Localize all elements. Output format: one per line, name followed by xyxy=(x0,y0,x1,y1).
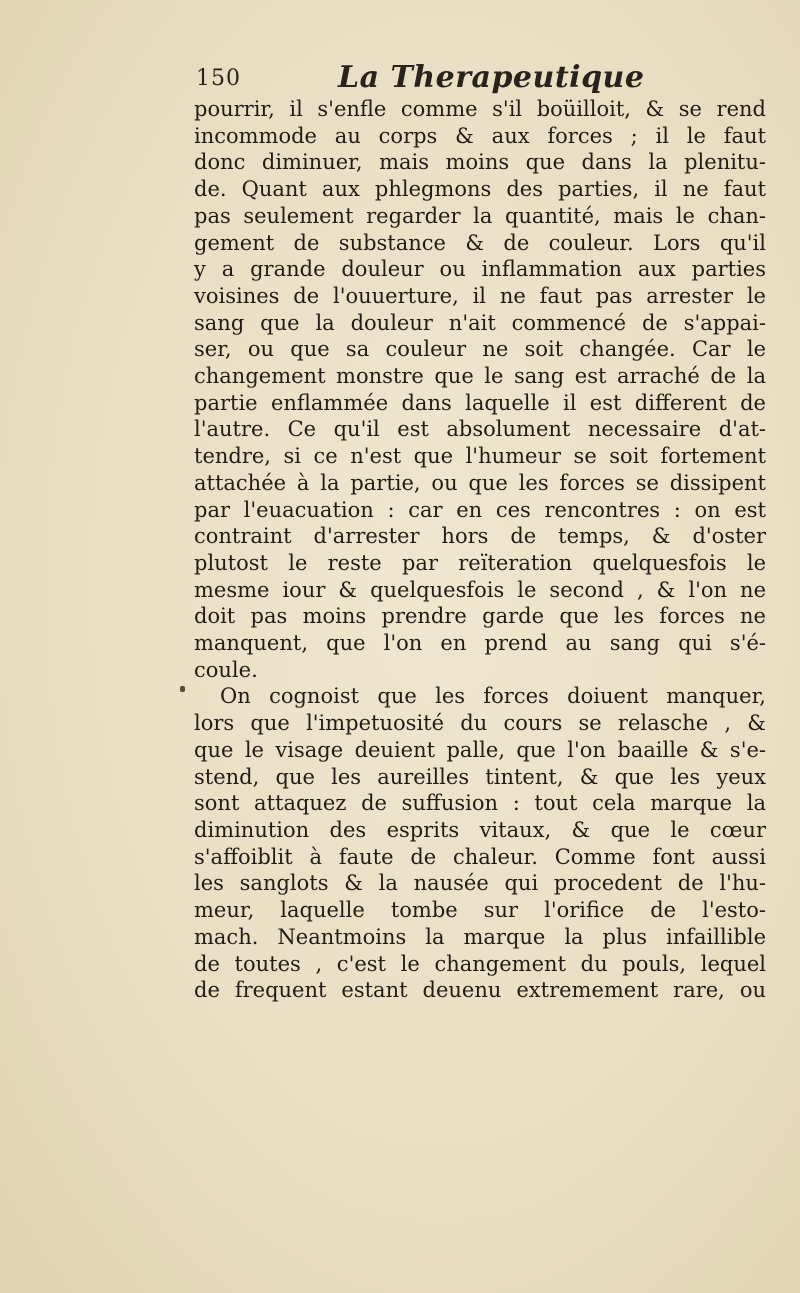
text-line: s'affoiblit à faute de chaleur. Comme font aussi xyxy=(194,844,766,869)
text-line: gement de substance & de couleur. Lors qu'il xyxy=(194,230,766,255)
text-line: sang que la douleur n'ait commencé de s'appai- xyxy=(194,310,766,335)
ink-spot xyxy=(180,686,185,692)
text-line: On cognoist que les forces doiuent manquer, xyxy=(220,684,766,709)
text-line: tendre, si ce n'est que l'humeur se soit fortement xyxy=(194,444,766,469)
text-line: par l'euacuation : car en ces rencontres : on est xyxy=(194,497,766,522)
text-line: diminution des esprits vitaux, & que le cœur xyxy=(194,817,766,842)
text-line: stend, que les aureilles tintent, & que les yeux xyxy=(194,764,766,789)
text-line: attachée à la partie, ou que les forces se dissipent xyxy=(194,470,766,495)
text-line: de. Quant aux phlegmons des parties, il ne faut xyxy=(194,177,766,202)
page-number: 150 xyxy=(196,66,241,91)
text-line: les sanglots & la nausée qui procedent de l'hu- xyxy=(194,871,766,896)
text-line: voisines de l'ouuerture, il ne faut pas arrester le xyxy=(194,283,766,308)
text-line: mesme iour & quelquesfois le second , & l'on ne xyxy=(194,577,766,602)
text-line: manquent, que l'on en prend au sang qui s'é- xyxy=(194,631,766,656)
text-line: donc diminuer, mais moins que dans la plenitu- xyxy=(194,150,766,175)
text-line: de toutes , c'est le changement du pouls, lequel xyxy=(194,951,766,976)
body-text xyxy=(194,96,766,1004)
text-line: lors que l'impetuosité du cours se relasche , & xyxy=(194,711,766,736)
text-line: incommode au corps & aux forces ; il le faut xyxy=(194,123,766,148)
text-line: que le visage deuient palle, que l'on baaille & s'e- xyxy=(194,737,766,762)
text-line: doit pas moins prendre garde que les forces ne xyxy=(194,604,766,629)
text-line: partie enflammée dans laquelle il est different de xyxy=(194,390,766,415)
text-line: coule. xyxy=(194,657,258,682)
text-line: de frequent estant deuenu extremement rare, ou xyxy=(194,978,766,1003)
text-line: changement monstre que le sang est arraché de la xyxy=(194,364,766,389)
text-line: sont attaquez de suffusion : tout cela marque la xyxy=(194,791,766,816)
text-line: pourrir, il s'enfle comme s'il boüilloit, & se rend xyxy=(194,97,766,121)
text-line: contraint d'arrester hors de temps, & d'oster xyxy=(194,524,766,549)
text-line: ser, ou que sa couleur ne soit changée. Car le xyxy=(194,337,766,362)
running-title: La Therapeutique xyxy=(338,60,645,95)
text-line: y a grande douleur ou inflammation aux parties xyxy=(194,257,766,282)
text-line: meur, laquelle tombe sur l'orifice de l'esto- xyxy=(194,898,766,923)
text-line: plutost le reste par reïteration quelquesfois le xyxy=(194,550,766,575)
text-line: pas seulement regarder la quantité, mais le chan- xyxy=(194,203,766,228)
text-line: mach. Neantmoins la marque la plus infaillible xyxy=(194,924,766,949)
text-line: l'autre. Ce qu'il est absolument necessaire d'at- xyxy=(194,417,766,442)
